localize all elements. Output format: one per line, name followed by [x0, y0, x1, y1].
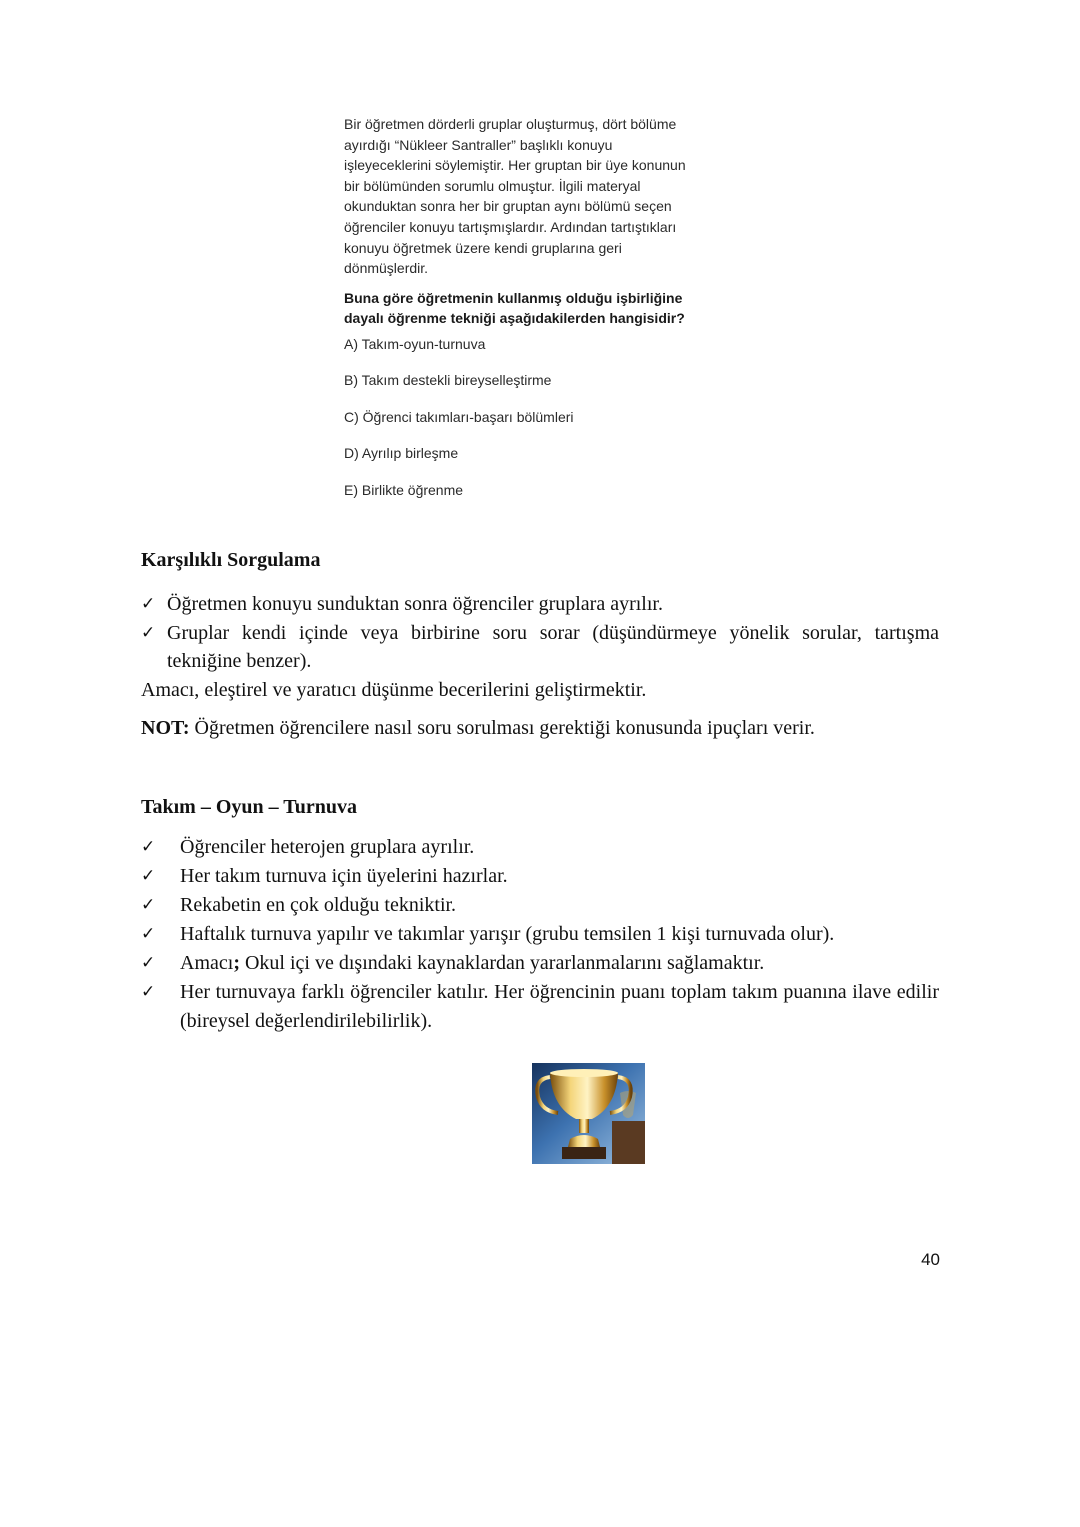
check-list: [141, 590, 939, 676]
list-item-text: Öğrenciler heterojen gruplara ayrılır.: [180, 836, 475, 858]
check-icon: ✓: [141, 895, 156, 915]
list-item: [141, 920, 939, 949]
answer-options: [344, 334, 734, 517]
note-body: Öğretmen öğrencilere nasıl soru sorulması gerektiği konusunda ipuçları verir.: [189, 716, 815, 739]
list-item: [141, 590, 939, 619]
list-item-bold: ;: [233, 952, 240, 974]
question-line: dönmüşlerdir.: [344, 260, 429, 277]
question-prompt: [344, 288, 734, 329]
question-line: işleyeceklerini söylemiştir. Her gruptan bir üye konunun: [344, 157, 686, 174]
purpose-label: Amacı,: [141, 678, 200, 701]
option-b: B) Takım destekli bireyselleştirme: [344, 372, 552, 389]
list-item: [141, 862, 939, 891]
list-item-text: Her takım turnuva için üyelerini hazırlar.: [180, 865, 508, 887]
trophy-icon: [532, 1063, 645, 1164]
check-icon: ✓: [141, 953, 156, 973]
note-text: [141, 714, 939, 743]
prompt-line: Buna göre öğretmenin kullanmış olduğu işbirliğine: [344, 289, 683, 306]
question-line: ayırdığı “Nükleer Santraller” başlıklı konuyu: [344, 136, 613, 153]
question-line: konuyu öğretmek üzere kendi gruplarına geri: [344, 239, 622, 256]
option-d: D) Ayrılıp birleşme: [344, 445, 459, 462]
list-item: [141, 619, 939, 676]
list-item-text: Gruplar kendi içinde veya birbirine soru sorar (düşündürmeye yönelik sorular, tartışma tekniğine benzer).: [167, 621, 939, 672]
question-line: Bir öğretmen dörderli gruplar oluşturmuş, dört bölüme: [344, 116, 677, 132]
note-label: NOT:: [141, 716, 190, 739]
check-list: [141, 833, 939, 1036]
check-icon: ✓: [141, 622, 156, 643]
section-karsilikli-sorgulama: [141, 546, 939, 743]
question-box: [344, 114, 734, 516]
check-icon: ✓: [141, 924, 156, 944]
list-item-text: Haftalık turnuva yapılır ve takımlar yarışır (grubu temsilen 1 kişi turnuvada olur).: [180, 923, 835, 945]
option-c: C) Öğrenci takımları-başarı bölümleri: [344, 408, 574, 425]
question-paragraph: [344, 114, 734, 279]
list-item-text: Okul içi ve dışındaki kaynaklardan yararlanmalarını sağlamaktır.: [239, 952, 765, 974]
list-item-text: Öğretmen konuyu sunduktan sonra öğrenciler gruplara ayrılır.: [167, 593, 663, 615]
list-item: [141, 833, 939, 862]
question-line: öğrenciler konuyu tartışmışlardır. Ardından tartıştıkları: [344, 218, 677, 235]
list-item-text: Amacı: [180, 952, 234, 974]
list-item: [141, 891, 939, 920]
page-number: 40: [921, 1250, 940, 1269]
option-a: A) Takım-oyun-turnuva: [344, 335, 486, 352]
check-icon: ✓: [141, 837, 156, 857]
purpose-text: [141, 676, 939, 705]
list-item-text: Her turnuvaya farklı öğrenciler katılır. Her öğrencinin puanı toplam takım puanına ilave edilir (bireysel değerlendirilebilirlik).: [180, 981, 939, 1032]
check-icon: ✓: [141, 982, 156, 1002]
section-takim-oyun-turnuva: [141, 793, 939, 1036]
purpose-body: eleştirel ve yaratıcı düşünme becerilerini geliştirmektir.: [199, 678, 647, 701]
check-icon: ✓: [141, 866, 156, 886]
question-line: bir bölümünden sorumlu olmuştur. İlgili materyal: [344, 177, 641, 194]
section-title: Takım – Oyun – Turnuva: [141, 796, 358, 818]
section-title: Karşılıklı Sorgulama: [141, 549, 321, 571]
option-e: E) Birlikte öğrenme: [344, 481, 464, 498]
list-item-text: Rekabetin en çok olduğu tekniktir.: [180, 894, 457, 916]
list-item: [141, 949, 939, 978]
list-item: [141, 978, 939, 1036]
question-line: okunduktan sonra her bir gruptan aynı bölümü seçen: [344, 198, 672, 215]
check-icon: ✓: [141, 594, 156, 614]
prompt-line: dayalı öğrenme tekniği aşağıdakilerden hangisidir?: [344, 310, 685, 327]
